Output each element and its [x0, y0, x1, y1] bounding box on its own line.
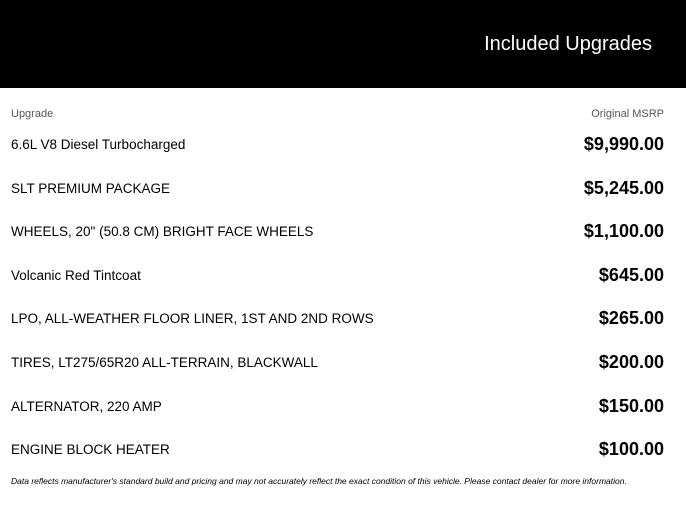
upgrades-list — [0, 124, 686, 473]
upgrade-price: $150.00 — [598, 395, 664, 416]
upgrade-name: TIRES, LT275/65R20 ALL-TERRAIN, BLACKWALL — [11, 354, 318, 370]
upgrade-name: ALTERNATOR, 220 AMP — [11, 398, 162, 414]
column-header-upgrade: Upgrade — [11, 108, 54, 120]
upgrade-price: $265.00 — [598, 308, 664, 329]
upgrade-name: LPO, ALL-WEATHER FLOOR LINER, 1ST AND 2ND ROWS — [11, 311, 374, 327]
column-header-msrp: Original MSRP — [591, 108, 664, 120]
upgrade-price: $200.00 — [598, 351, 664, 372]
upgrade-row — [0, 211, 686, 255]
upgrade-row — [0, 298, 686, 342]
disclaimer-text: Data reflects manufacturer's standard build and pricing and may not accurately reflect the exact condition of this vehicle. Please contact dealer for more information. — [11, 476, 627, 486]
page-title: Included Upgrades — [484, 33, 652, 55]
upgrade-name: WHEELS, 20" (50.8 CM) BRIGHT FACE WHEELS — [11, 224, 314, 240]
upgrade-name: ENGINE BLOCK HEATER — [11, 442, 170, 458]
upgrade-price: $9,990.00 — [583, 134, 664, 154]
upgrade-row — [0, 255, 686, 299]
upgrade-name: SLT PREMIUM PACKAGE — [11, 180, 171, 196]
upgrade-row — [0, 168, 686, 212]
upgrade-row — [0, 342, 686, 386]
upgrade-price: $645.00 — [598, 264, 664, 285]
upgrade-row — [0, 124, 686, 168]
upgrade-row — [0, 386, 686, 430]
upgrade-price: $100.00 — [598, 439, 664, 460]
header-bar — [0, 0, 686, 88]
upgrade-row — [0, 429, 686, 473]
upgrade-price: $5,245.00 — [583, 177, 664, 198]
upgrade-name: Volcanic Red Tintcoat — [11, 267, 141, 283]
upgrade-price: $1,100.00 — [583, 221, 664, 242]
upgrade-name: 6.6L V8 Diesel Turbocharged — [11, 137, 186, 152]
